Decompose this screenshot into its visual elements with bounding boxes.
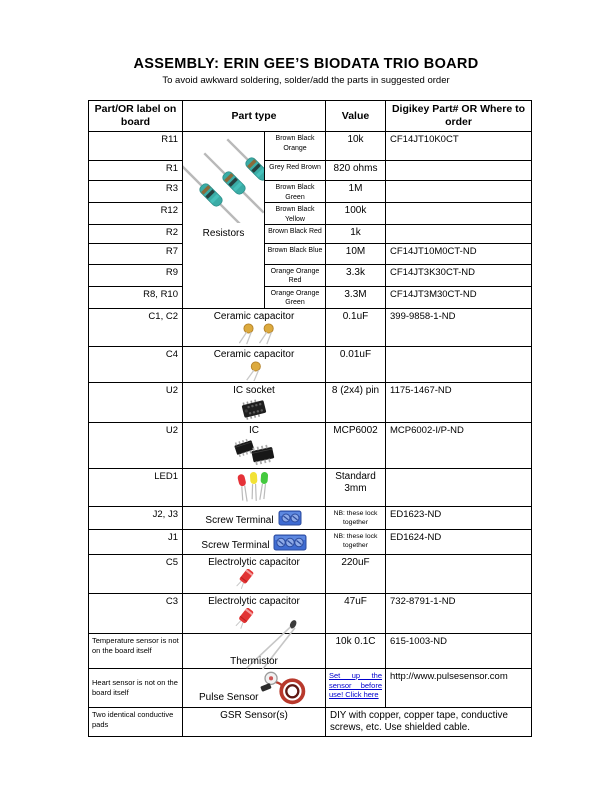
page-subtitle: To avoid awkward soldering, solder/add the parts in suggested order	[162, 75, 450, 86]
part-label: J1	[89, 529, 183, 554]
row-c4	[89, 346, 532, 382]
electrolytic-capacitor-image	[234, 569, 274, 592]
part-type-cell	[183, 554, 326, 593]
row-u2-socket	[89, 382, 532, 422]
order-number	[386, 554, 532, 593]
order-number: CF14JT10M0CT-ND	[386, 244, 532, 265]
part-value-note: NB: these lock together	[326, 506, 386, 529]
diy-note: DIY with copper, copper tape, conductive screws, etc. Use shielded cable.	[326, 707, 532, 736]
order-number: 732-8791-1-ND	[386, 593, 532, 633]
part-label: R7	[89, 244, 183, 265]
row-pulse-sensor	[89, 668, 532, 707]
part-value: 1k	[326, 225, 386, 244]
part-value: 100k	[326, 203, 386, 225]
part-description: Heart sensor is not on the board itself	[89, 668, 183, 707]
order-number	[386, 203, 532, 225]
resistor-color-code: Orange Orange Red	[265, 265, 326, 287]
resistors-section-label: Resistors	[202, 228, 245, 240]
part-type-label: IC socket	[233, 384, 275, 396]
part-label: U2	[89, 382, 183, 422]
part-value: 0.1uF	[326, 308, 386, 346]
order-number	[386, 346, 532, 382]
order-number	[386, 161, 532, 181]
part-value: 10k 0.1C	[326, 633, 386, 668]
setup-sensor-link[interactable]: Set up the sensor before use! Click here	[329, 670, 382, 700]
row-c5	[89, 554, 532, 593]
row-gsr	[89, 707, 532, 736]
row-u2-ic	[89, 422, 532, 468]
part-label: C4	[89, 346, 183, 382]
part-type-label: Thermistor	[230, 655, 278, 667]
screw-terminal-3pin-image	[273, 530, 307, 552]
row-c1-c2	[89, 308, 532, 346]
part-label: R12	[89, 203, 183, 225]
part-description: Temperature sensor is not on the board itself	[89, 633, 183, 668]
part-type-label: Electrolytic capacitor	[208, 595, 300, 607]
part-label: U2	[89, 422, 183, 468]
row-r12	[89, 203, 532, 225]
part-label: R9	[89, 265, 183, 287]
row-r11	[89, 132, 532, 161]
screw-terminal-2pin-image	[277, 507, 303, 527]
part-value: MCP6002	[326, 422, 386, 468]
setup-link-cell	[326, 668, 386, 707]
order-number: CF14JT10K0CT	[386, 132, 532, 161]
ceramic-capacitor-image	[222, 323, 286, 345]
part-type-cell	[183, 668, 326, 707]
part-label: R3	[89, 181, 183, 203]
part-type-cell	[183, 506, 326, 529]
part-value: 10M	[326, 244, 386, 265]
resistors-image	[183, 137, 265, 223]
row-led1	[89, 468, 532, 506]
ic-chips-image	[225, 437, 283, 467]
header-part-type: Part type	[183, 101, 326, 132]
order-url: http://www.pulsesensor.com	[386, 668, 532, 707]
part-value: Standard 3mm	[326, 468, 386, 506]
part-type-cell	[183, 422, 326, 468]
row-r1	[89, 161, 532, 181]
part-type-label: Screw Terminal	[205, 514, 274, 526]
part-type-label: Screw Terminal	[201, 539, 270, 551]
part-label: R8, R10	[89, 286, 183, 308]
resistor-color-code: Brown Black Red	[265, 225, 326, 244]
order-number: 615-1003-ND	[386, 633, 532, 668]
part-value: 47uF	[326, 593, 386, 633]
part-label: LED1	[89, 468, 183, 506]
part-type-label: IC	[249, 424, 259, 436]
row-r3	[89, 181, 532, 203]
row-j1	[89, 529, 532, 554]
order-number	[386, 181, 532, 203]
part-type-label: Electrolytic capacitor	[208, 556, 300, 568]
part-type-cell	[183, 308, 326, 346]
order-number: MCP6002-I/P-ND	[386, 422, 532, 468]
part-label: C1, C2	[89, 308, 183, 346]
header-value: Value	[326, 101, 386, 132]
resistor-color-code: Orange Orange Green	[265, 286, 326, 308]
part-value: 820 ohms	[326, 161, 386, 181]
part-label: R1	[89, 161, 183, 181]
ic-socket-image	[234, 397, 274, 421]
part-label: R11	[89, 132, 183, 161]
order-number	[386, 468, 532, 506]
pulse-sensor-image	[255, 670, 313, 707]
part-value: 0.01uF	[326, 346, 386, 382]
order-number: 1175-1467-ND	[386, 382, 532, 422]
part-type-cell	[183, 382, 326, 422]
resistor-color-code: Brown Black Yellow	[265, 203, 326, 225]
order-number: CF14JT3K30CT-ND	[386, 265, 532, 287]
order-number: ED1624-ND	[386, 529, 532, 554]
resistors-image-cell	[183, 132, 265, 309]
part-label: R2	[89, 225, 183, 244]
row-thermistor	[89, 633, 532, 668]
part-value: 3.3k	[326, 265, 386, 287]
part-value-note: NB: these lock together	[326, 529, 386, 554]
order-number	[386, 225, 532, 244]
part-value: 8 (2x4) pin	[326, 382, 386, 422]
row-j2-j3	[89, 506, 532, 529]
row-r9	[89, 265, 532, 287]
order-number: ED1623-ND	[386, 506, 532, 529]
order-number: CF14JT3M30CT-ND	[386, 286, 532, 308]
part-type-label: GSR Sensor(s)	[183, 707, 326, 736]
row-r2	[89, 225, 532, 244]
part-description: Two identical conductive pads	[89, 707, 183, 736]
led-image	[227, 472, 281, 505]
part-type-cell	[183, 633, 326, 668]
header-part-label: Part/OR label on board	[89, 101, 183, 132]
part-type-cell	[183, 529, 326, 554]
row-r7	[89, 244, 532, 265]
part-value: 1M	[326, 181, 386, 203]
part-label: J2, J3	[89, 506, 183, 529]
row-r8-r10	[89, 286, 532, 308]
part-type-cell	[183, 468, 326, 506]
part-label: C3	[89, 593, 183, 633]
part-label: C5	[89, 554, 183, 593]
header-order: Digikey Part# OR Where to order	[386, 101, 532, 132]
ceramic-capacitor-image	[234, 361, 274, 381]
part-value: 220uF	[326, 554, 386, 593]
part-value: 3.3M	[326, 286, 386, 308]
part-type-label: Ceramic capacitor	[213, 348, 295, 360]
header-row	[89, 101, 532, 132]
resistor-color-code: Brown Black Green	[265, 181, 326, 203]
part-value: 10k	[326, 132, 386, 161]
resistor-color-code: Brown Black Orange	[265, 132, 326, 161]
page-title: ASSEMBLY: ERIN GEE’S BIODATA TRIO BOARD	[133, 56, 479, 72]
resistor-color-code: Grey Red Brown	[265, 161, 326, 181]
part-type-cell	[183, 346, 326, 382]
resistor-color-code: Brown Black Blue	[265, 244, 326, 265]
order-number: 399-9858-1-ND	[386, 308, 532, 346]
part-type-label: Ceramic capacitor	[213, 310, 295, 322]
part-type-label: Pulse Sensor	[199, 691, 259, 703]
parts-table	[88, 100, 532, 737]
